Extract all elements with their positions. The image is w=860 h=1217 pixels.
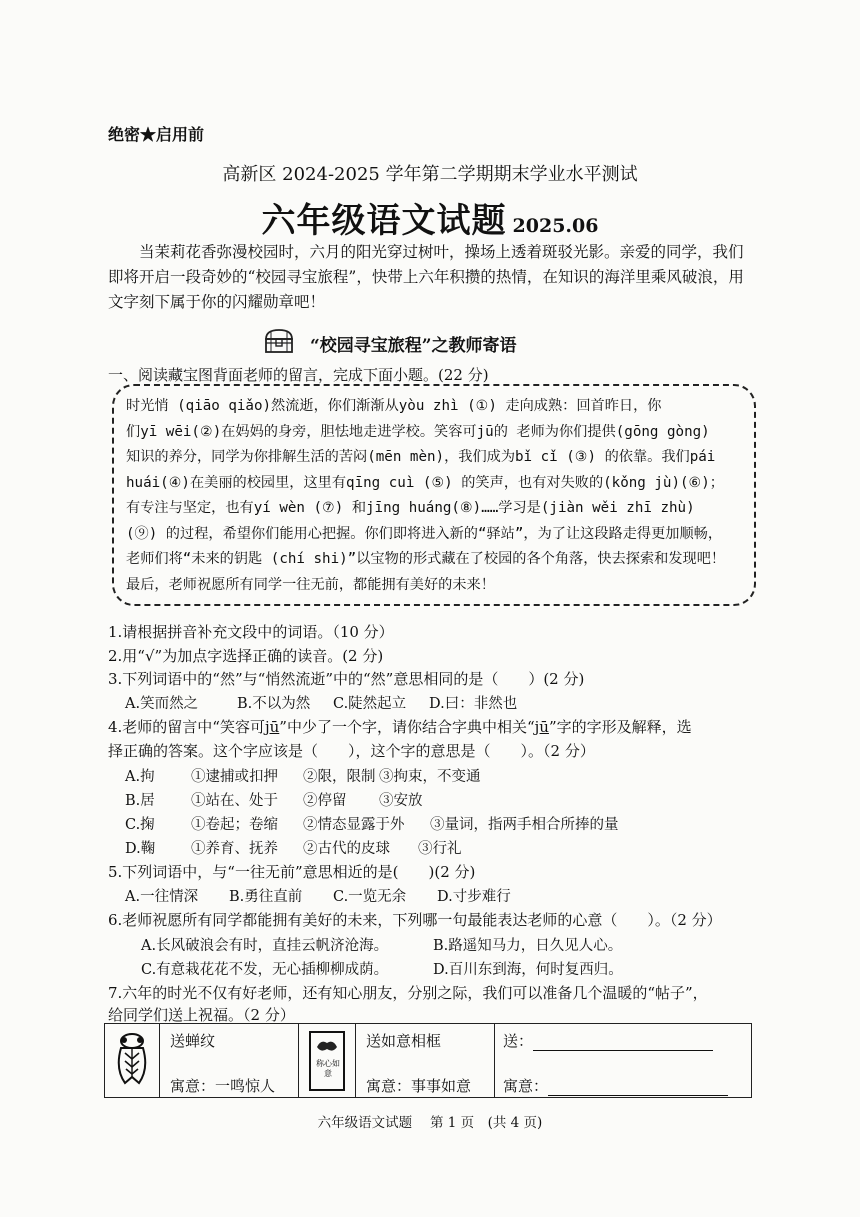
frame-cell [299, 1024, 356, 1098]
cicada-card-cell [160, 1024, 299, 1098]
question-2: 2.用“√”为加点字选择正确的读音。(2 分) [108, 647, 384, 665]
dict-row [125, 837, 462, 858]
treasure-chest-icon [262, 327, 296, 359]
q4-pinyin: jū [534, 718, 549, 736]
letter-line: 知识的养分，同学为你排解生活的苦闷(mēn mèn)，我们成为bǐ cǐ (③) 的依靠。我们pái [126, 449, 716, 465]
frame-stamp-text: 称心如意 [316, 1058, 340, 1078]
question-6: 6.老师祝愿所有同学都能拥有美好的未来，下列哪一句最能表达老师的心意（ ）。（2 分） [108, 911, 722, 929]
q6-option-d: D.百川东到海，何时复西归。 [433, 962, 623, 978]
send-label: 送： [503, 1032, 534, 1050]
letter-line: 们yī wēi(②)在妈妈的身旁，胆怯地走进学校。笑容可jū的 老师为你们提供(gōng gòng) [126, 423, 710, 440]
dict-meaning: ②古代的皮球 [303, 841, 390, 857]
dict-char: B.居 [125, 793, 155, 809]
dict-meaning: ①养育、抚养 [191, 841, 278, 857]
dict-meaning: ②情态显露于外 [303, 817, 405, 833]
dict-meaning: ③拘束，不变通 [379, 769, 481, 785]
dict-row [125, 765, 481, 786]
page-footer: 六年级语文试题 第 1 页 (共 4 页) [317, 1115, 543, 1131]
exam-title: 六年级语文试题 [261, 201, 507, 241]
dict-row [125, 789, 423, 810]
send-row [503, 1030, 713, 1051]
section-title: “校园寻宝旅程”之教师寄语 [310, 335, 517, 356]
q3-option-b: B.不以为然 [237, 696, 311, 712]
dict-meaning: ③量词，指两手相合所捧的量 [430, 817, 619, 833]
exam-date: 2025.06 [512, 215, 599, 237]
ruyi-frame-icon [309, 1031, 345, 1091]
dict-char: D.鞠 [125, 841, 156, 857]
ruyi-ornament-icon [315, 1037, 339, 1055]
q5-option-d: D.寸步难行 [437, 889, 511, 905]
exam-subtitle: 高新区 2024-2025 学年第二学期期末学业水平测试 [222, 164, 638, 185]
card1-meaning: 寓意：一鸣惊人 [170, 1077, 276, 1095]
meaning-answer-field[interactable] [548, 1079, 728, 1096]
cicada-icon [113, 1075, 151, 1093]
question-4 [108, 716, 692, 737]
letter-line: 时光悄 (qiāo qiǎo)然流逝，你们渐渐从yòu zhì (①) 走向成熟：回首昨日，你 [126, 398, 662, 414]
q5-option-c: C.一览无余 [333, 889, 407, 905]
dict-row [125, 813, 619, 834]
letter-line: 老师们将“未来的钥匙 (chí shi)”以宝物的形式藏在了校园的各个角落，快去探索和发现吧！ [126, 551, 726, 567]
question-7-line2: 给同学们送上祝福。（2 分） [108, 1006, 295, 1024]
q3-option-c: C.陡然起立 [333, 696, 407, 712]
cicada-cell [105, 1024, 160, 1098]
dict-meaning: ③行礼 [418, 841, 462, 857]
section-header [262, 328, 517, 358]
q6-option-a: A.长风破浪会有时，直挂云帆济沧海。 [141, 938, 389, 954]
question-5: 5.下列词语中，与“一往无前”意思相近的是( )(2 分) [108, 863, 476, 881]
question-7: 7.六年的时光不仅有好老师，还有知心朋友，分别之际，我们可以准备几个温暖的“帖子”， [108, 984, 708, 1002]
q4-text-c: ”字的字形及解释，选 [548, 718, 692, 736]
intro-paragraph: 当茉莉花香弥漫校园时，六月的阳光穿过树叶，操场上透着斑驳光影。亲爱的同学，我们即将开启一段奇妙的“校园寻宝旅程”，快带上六年积攒的热情，在知识的海洋里乘风破浪，用文字刻下属于你的闪耀勋章吧！ [108, 243, 744, 311]
q3-option-a: A.笑而然之 [125, 696, 199, 712]
question-4-line2: 择正确的答案。这个字应该是（ ），这个字的意思是（ ）。（2 分） [108, 742, 595, 760]
dict-meaning: ①逮捕或扣押 [191, 769, 278, 785]
meaning-row [503, 1075, 728, 1096]
card1-title: 送蝉纹 [170, 1032, 216, 1050]
answer-cell [495, 1024, 752, 1098]
letter-line: 最后，老师祝愿所有同学一往无前，都能拥有美好的未来！ [126, 576, 495, 593]
dict-meaning: ②限，限制 [303, 769, 376, 785]
dict-meaning: ②停留 [303, 793, 347, 809]
confidential-mark: 绝密★启用前 [108, 125, 205, 144]
q4-text-b: ”中少了一个字，请你结合字典中相关“ [279, 718, 535, 736]
part-one-heading: 一、阅读藏宝图背面老师的留言，完成下面小题。(22 分) [108, 366, 489, 384]
q6-option-c: C.有意栽花花不发，无心插柳柳成荫。 [141, 962, 389, 978]
letter-line: 有专注与坚定，也有yí wèn (⑦) 和jīng huáng(⑧)……学习是(jiàn wěi zhī zhù) [126, 500, 695, 516]
teacher-letter-box [112, 384, 756, 606]
q3-option-d: D.曰：非然也 [429, 696, 518, 712]
question-1: 1.请根据拼音补充文段中的词语。（10 分） [108, 623, 394, 641]
card2-title: 送如意相框 [366, 1032, 442, 1050]
send-answer-field[interactable] [533, 1034, 713, 1051]
meaning-label: 寓意： [503, 1077, 549, 1095]
q5-option-b: B.勇往直前 [229, 889, 303, 905]
q6-option-b: B.路遥知马力，日久见人心。 [433, 938, 623, 954]
letter-line: huái(④)在美丽的校园里，这里有qīng cuì (⑤) 的笑声，也有对失败的(kǒng jù)(⑥)； [126, 474, 724, 491]
dict-char: A.拘 [125, 769, 155, 785]
greeting-card-table [104, 1023, 752, 1098]
letter-line: (⑨) 的过程，希望你们能用心把握。你们即将进入新的“驿站”，为了让这段路走得更加顺畅， [126, 525, 723, 542]
frame-card-cell [356, 1024, 495, 1098]
q4-pinyin: jū [264, 718, 280, 736]
dict-meaning: ①站在、处于 [191, 793, 278, 809]
dict-meaning: ①卷起；卷缩 [191, 817, 278, 833]
question-3: 3.下列词语中的“然”与“悄然流逝”中的“然”意思相同的是（ ）(2 分) [108, 670, 585, 688]
q4-text-a: 4.老师的留言中“笑容可 [108, 718, 265, 736]
q5-option-a: A.一往情深 [125, 889, 199, 905]
dict-char: C.掬 [125, 817, 155, 833]
dict-meaning: ③安放 [379, 793, 423, 809]
exam-title-row [0, 193, 860, 242]
card2-meaning: 寓意：事事如意 [366, 1077, 472, 1095]
